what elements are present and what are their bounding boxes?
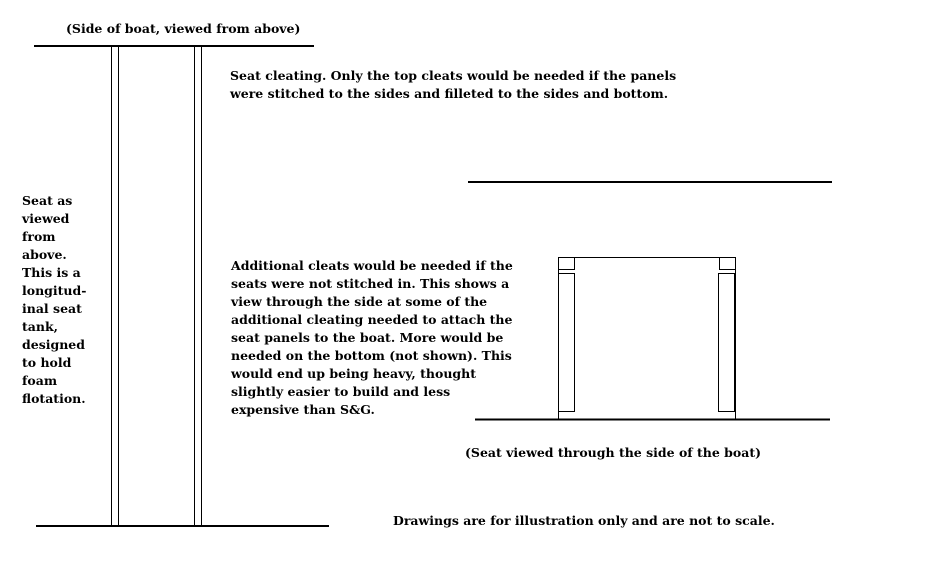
additional-cleats-note-line: expensive than S&G. bbox=[231, 402, 375, 417]
seat-above-note-line: above. bbox=[22, 247, 67, 262]
additional-cleats-note-line: view through the side at some of the bbox=[231, 294, 488, 309]
additional-cleats-note-line: seats were not stitched in. This shows a bbox=[231, 276, 510, 291]
seat-above-note-line: tank, bbox=[22, 319, 58, 334]
seat-above-note-line: inal seat bbox=[22, 301, 82, 316]
seat-above-note-line: from bbox=[22, 229, 56, 244]
seat-above-note-line: flotation. bbox=[22, 391, 86, 406]
seat-above-note-line: to hold bbox=[22, 355, 72, 370]
additional-cleats-note-line: seat panels to the boat. More would be bbox=[231, 330, 504, 345]
additional-cleats-note-line: additional cleating needed to attach the bbox=[231, 312, 513, 327]
side-cleat-right bbox=[719, 274, 735, 412]
seat-cleating-note-line-1: Seat cleating. Only the top cleats would be needed if the panels bbox=[230, 68, 677, 83]
side-view-caption: (Seat viewed through the side of the boat) bbox=[465, 445, 762, 460]
top-view-caption: (Side of boat, viewed from above) bbox=[66, 21, 301, 36]
seat-box-outline bbox=[559, 258, 736, 420]
additional-cleats-note-line: would end up being heavy, thought bbox=[231, 366, 477, 381]
seat-above-note-line: viewed bbox=[22, 211, 70, 226]
side-cleat-left bbox=[559, 274, 575, 412]
additional-cleats-note-line: slightly easier to build and less bbox=[231, 384, 451, 399]
top-cleat-right bbox=[720, 258, 736, 270]
seat-above-note-line: foam bbox=[22, 373, 58, 388]
seat-above-note-line: longitud- bbox=[22, 283, 87, 298]
top-cleat-left bbox=[559, 258, 575, 270]
seat-above-note-line: Seat as bbox=[22, 193, 73, 208]
seat-cleating-note-line-2: were stitched to the sides and filleted to the sides and bottom. bbox=[230, 86, 669, 101]
seat-above-note-line: designed bbox=[22, 337, 86, 352]
additional-cleats-note-line: Additional cleats would be needed if the bbox=[231, 258, 513, 273]
additional-cleats-note-line: needed on the bottom (not shown). This bbox=[231, 348, 512, 363]
seat-above-note-line: This is a bbox=[22, 265, 81, 280]
disclaimer: Drawings are for illustration only and are not to scale. bbox=[393, 513, 775, 528]
